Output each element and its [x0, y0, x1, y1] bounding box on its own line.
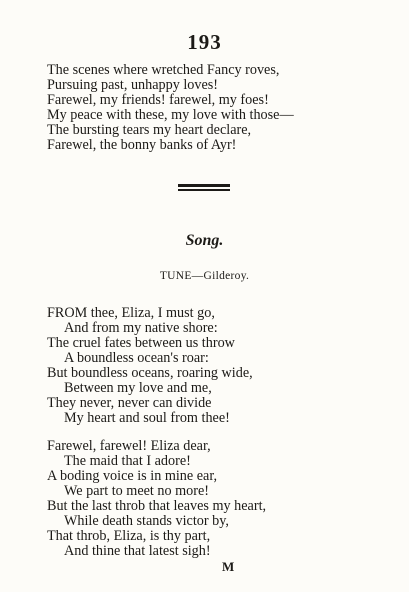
verse-line: A boundless ocean's roar: [64, 350, 209, 366]
verse-line: Between my love and me, [64, 380, 212, 396]
verse-line: But the last throb that leaves my heart, [47, 498, 267, 514]
verse-line: But boundless oceans, roaring wide, [47, 365, 253, 381]
verse-line: They never, never can divide [47, 395, 212, 411]
tune-note: TUNE—Gilderoy. [159, 270, 250, 282]
verse-line: We part to meet no more! [64, 483, 210, 499]
verse-line: And from my native shore: [64, 320, 218, 336]
verse-line: The cruel fates between us throw [47, 335, 235, 351]
verse-line: While death stands victor by, [64, 513, 229, 529]
verse-line: The bursting tears my heart declare, [47, 122, 252, 138]
section-divider [178, 184, 230, 193]
verse-line: Farewel, my friends! farewel, my foes! [47, 92, 269, 108]
verse-line: FROM thee, Eliza, I must go, [47, 305, 215, 321]
song-title: Song. [185, 232, 224, 249]
verse-line: A boding voice is in mine ear, [47, 468, 218, 484]
verse-line: The scenes where wretched Fancy roves, [47, 62, 280, 78]
verse-line: My peace with these, my love with those— [47, 107, 294, 123]
catchword: M [222, 559, 235, 574]
verse-line: My heart and soul from thee! [64, 410, 230, 426]
divider-rule [178, 184, 230, 187]
page-number: 193 [187, 30, 222, 54]
verse-line: Pursuing past, unhappy loves! [47, 77, 219, 93]
verse-line: And thine that latest sigh! [64, 543, 211, 559]
divider-rule [178, 189, 230, 192]
verse-line: That throb, Eliza, is thy part, [47, 528, 211, 544]
verse-line: Farewel, the bonny banks of Ayr! [47, 137, 237, 153]
verse-line: Farewel, farewel! Eliza dear, [47, 438, 211, 454]
verse-line: The maid that I adore! [64, 453, 191, 469]
